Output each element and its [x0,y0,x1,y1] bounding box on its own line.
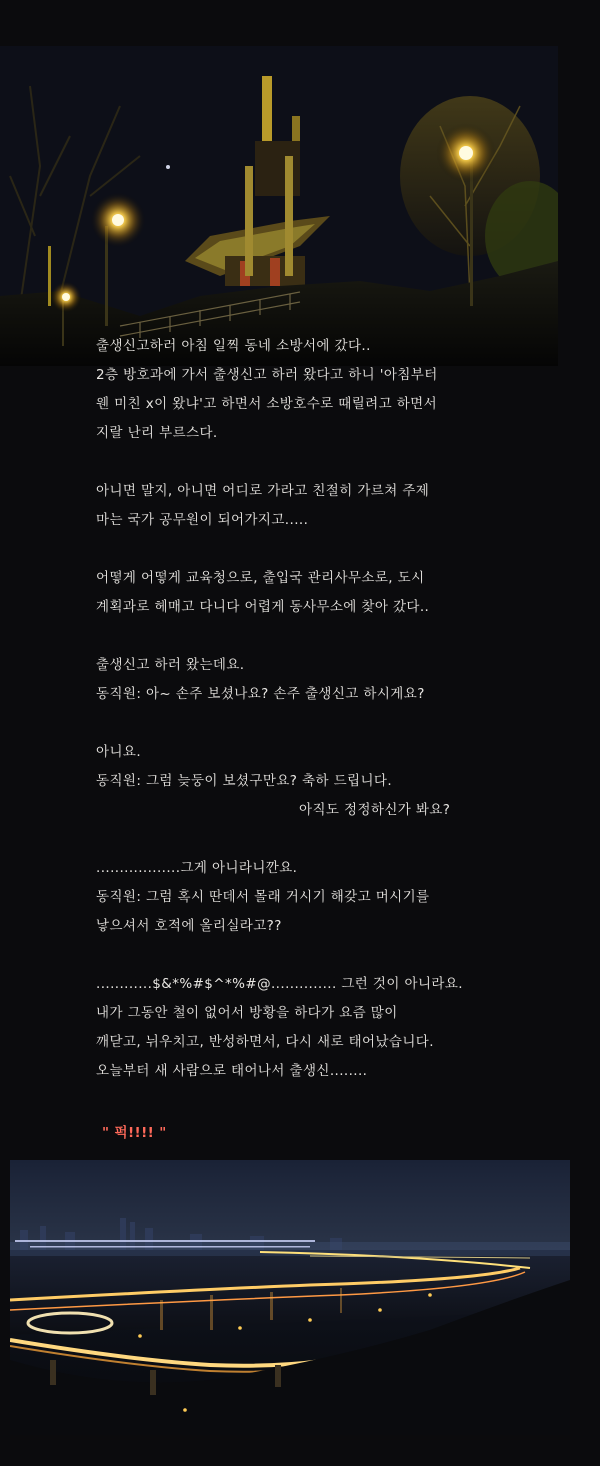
story-line: 마는 국가 공무원이 되어가지고..... [96,512,309,528]
story-line: 깨닫고, 뉘우치고, 반성하면서, 다시 새로 태어났습니다. [96,1034,434,1050]
story-line [96,535,586,564]
story-line: 출생신고 하러 왔는데요. [96,657,245,673]
story-line: ..................그게 아니라니깐요. [96,860,298,876]
story-text [96,332,586,1148]
story-line: 지랄 난리 부르스다. [96,425,218,441]
story-line [96,825,586,854]
story-line: 아직도 정정하신가 봐요? [299,802,451,818]
story-line: 내가 그동안 철이 없어서 방황을 하다가 요즘 많이 [96,1005,398,1021]
story-line: 아니요. [96,744,142,760]
night-pavilion-photo [0,46,558,366]
story-line: 어떻게 어떻게 교육청으로, 출입국 관리사무소로, 도시 [96,570,425,586]
story-line: 계획과로 헤매고 다니다 어렵게 동사무소에 찾아 갔다.. [96,599,430,615]
night-pavilion-illustration [0,46,558,366]
story-line: 동직원: 그럼 혹시 딴데서 몰래 거시기 해갖고 머시기를 [96,889,430,905]
story-line: ............$&*%#$^*%#@.............. 그런 것이 아니라요. [96,976,463,992]
story-line [96,709,586,738]
story-line [96,448,586,477]
city-panorama-illustration [10,1160,570,1435]
story-line: 동직원: 아~ 손주 보셨나요? 손주 출생신고 하시게요? [96,686,425,702]
story-line: 웬 미친 x이 왔냐'고 하면서 소방호수로 때릴려고 하면서 [96,396,438,412]
story-line: 아니면 말지, 아니면 어디로 가라고 친절히 가르쳐 주제 [96,483,430,499]
city-panorama-photo [10,1160,570,1435]
story-line: 오늘부터 새 사람으로 태어나서 출생신........ [96,1063,368,1079]
story-line: 낳으셔서 호적에 올리실라고?? [96,918,282,934]
story-line: 2층 방호과에 가서 출생신고 하러 왔다고 하니 '아침부터 [96,367,438,383]
story-line: 동직원: 그럼 늦둥이 보셨구만요? 축하 드립니다. [96,773,393,789]
exclamation-text: " 퍽!!!! " [102,1125,167,1141]
story-line [96,1086,586,1115]
story-line: 출생신고하러 아침 일찍 동네 소방서에 갔다.. [96,338,371,354]
story-line [96,622,586,651]
story-line [96,941,586,970]
